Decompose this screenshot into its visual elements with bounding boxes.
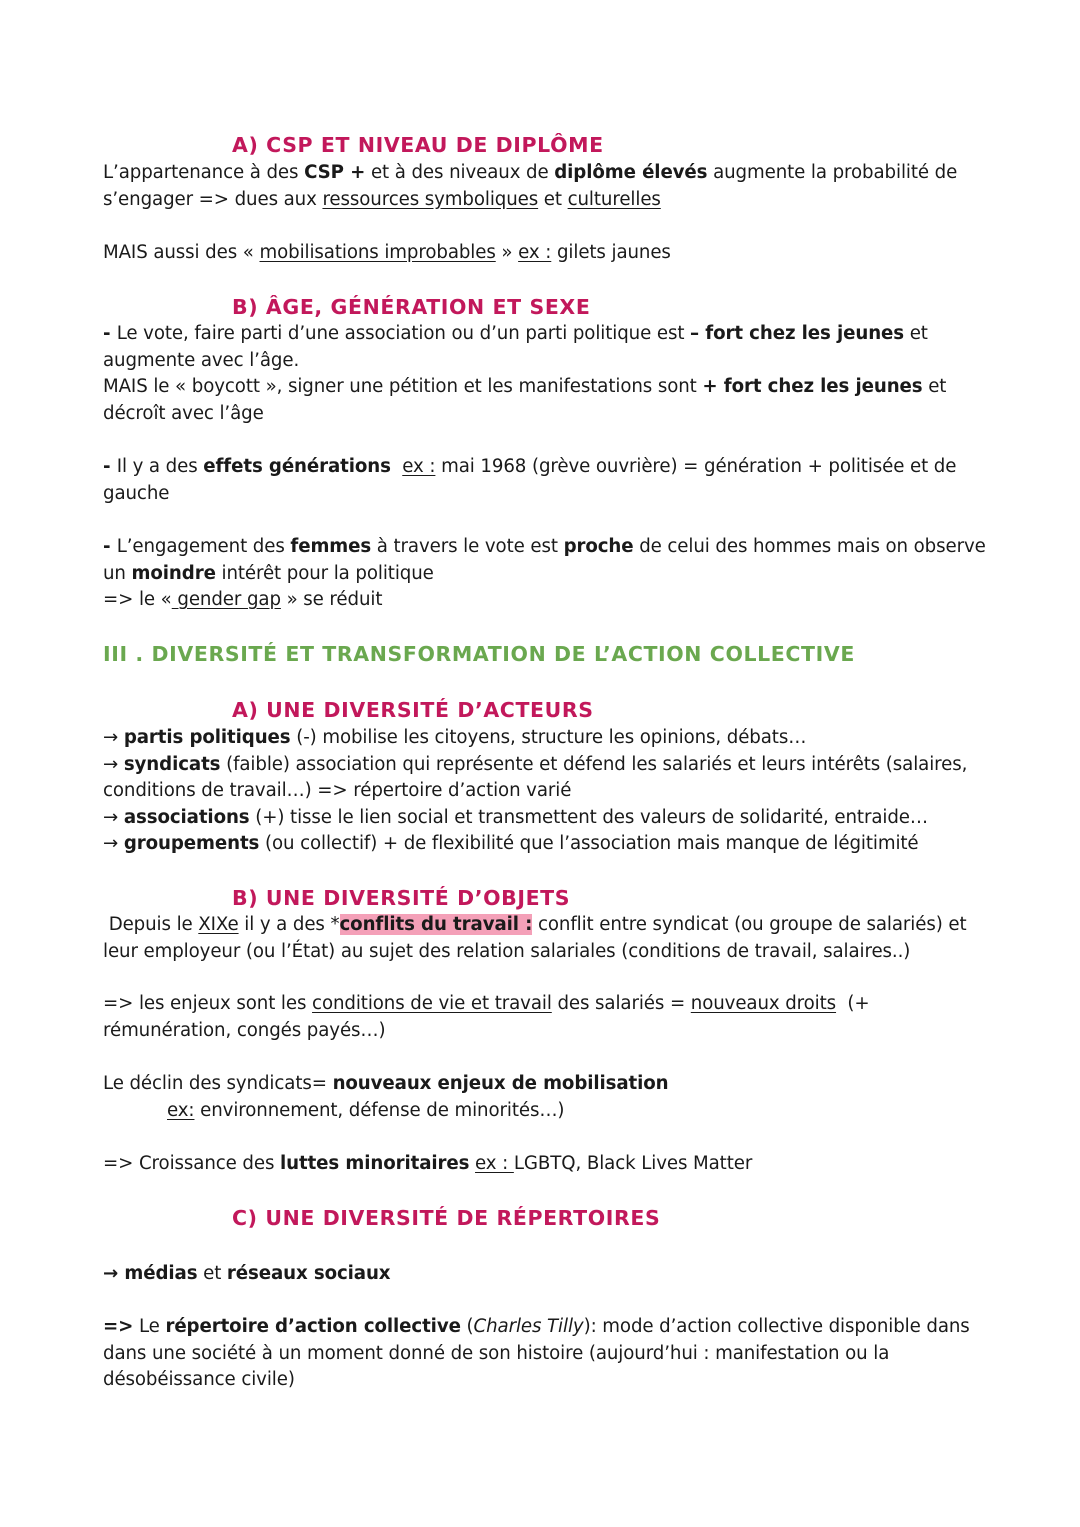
list-acteurs [103, 725, 1003, 858]
paragraph-age-4: - L’engagement des femmes à travers le vote est proche de celui des hommes mais on observe un moindre intérêt pour la politique [103, 536, 986, 584]
section-title-csp: A) CSP ET NIVEAU DE DIPLÔME [232, 133, 604, 157]
list-item: → partis politiques (-) mobilise les citoyens, structure les opinions, débats… [103, 727, 807, 748]
paragraph-csp-1: L’appartenance à des CSP + et à des niveaux de diplôme élevés augmente la probabilité de s’engager => dues aux ressources symboliques et culturelles [103, 162, 958, 210]
paragraph-age-3: - Il y a des effets générations ex : mai 1968 (grève ouvrière) = génération + politisée et de gauche [103, 456, 957, 504]
list-item: → syndicats (faible) association qui représente et défend les salariés et leurs intérêts (salaires, conditions de travail…) => répertoire d’action varié [103, 753, 968, 801]
paragraph-age-5: => le « gender gap » se réduit [103, 589, 383, 610]
paragraph-age-1: - Le vote, faire parti d’une association ou d’un parti politique est – fort chez les jeunes et augmente avec l’âge. [103, 323, 928, 371]
paragraph-objets-3: Le déclin des syndicats= nouveaux enjeux de mobilisation ex: environnement, défense de minorités…) [103, 1073, 669, 1121]
section-title-objets: B) UNE DIVERSITÉ D’OBJETS [232, 886, 571, 910]
section-title-acteurs: A) UNE DIVERSITÉ D’ACTEURS [232, 698, 594, 722]
section-title-repertoires: C) UNE DIVERSITÉ DE RÉPERTOIRES [232, 1206, 661, 1230]
section-title-age: B) ÂGE, GÉNÉRATION ET SEXE [232, 295, 591, 319]
paragraph-objets-1: Depuis le XIXe il y a des *conflits du travail : conflit entre syndicat (ou groupe de salariés) et leur employeur (ou l’État) au sujet des relation salariales (conditions de travail, salaires..) [103, 914, 967, 962]
paragraph-csp-2: MAIS aussi des « mobilisations improbables » ex : gilets jaunes [103, 242, 671, 263]
paragraph-repertoires-2: => Le répertoire d’action collective (Charles Tilly): mode d’action collective disponible dans dans une société à un moment donné de son histoire (aujourd’hui : manifestation ou la désobéissance civile) [103, 1316, 970, 1390]
paragraph-repertoires-1: → médias et réseaux sociaux [103, 1263, 391, 1284]
list-item: → associations (+) tisse le lien social et transmettent des valeurs de solidarité, entraide… [103, 806, 928, 828]
list-item: → groupements (ou collectif) + de flexibilité que l’association mais manque de légitimité [103, 833, 919, 854]
paragraph-objets-2: => les enjeux sont les conditions de vie et travail des salariés = nouveaux droits (+ rémunération, congés payés…) [103, 993, 876, 1041]
part-title-diversite: III . DIVERSITÉ ET TRANSFORMATION DE L’ACTION COLLECTIVE [103, 642, 855, 666]
paragraph-objets-4: => Croissance des luttes minoritaires ex : LGBTQ, Black Lives Matter [103, 1153, 753, 1174]
paragraph-age-2: MAIS le « boycott », signer une pétition et les manifestations sont + fort chez les jeunes et décroît avec l’âge [103, 376, 947, 424]
highlight: conflits du travail : [339, 914, 533, 935]
